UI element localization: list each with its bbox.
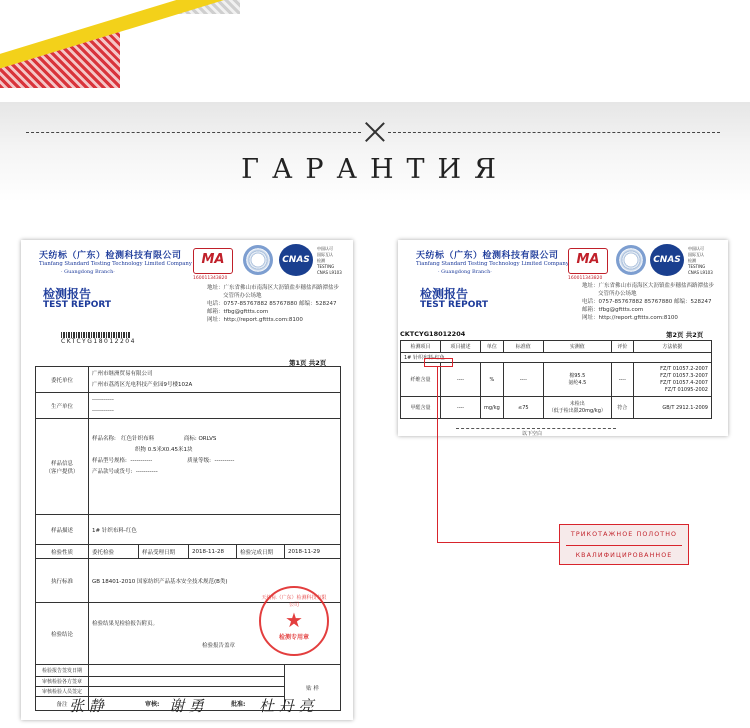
signature-row	[21, 695, 353, 717]
col-header: 项目描述	[441, 341, 481, 353]
sample-desc-label: 样品描述	[36, 515, 89, 545]
signature-approver: 杜 丹 亮	[259, 697, 314, 715]
red-official-seal: 天纺标（广东）检测科技有限公司 ★ 检测专用章	[259, 586, 329, 656]
table-cell: mg/kg	[481, 397, 504, 419]
org-name-en: Tianfang Standard Testing Technology Limited Company	[416, 261, 569, 267]
sample-row: 1# 针织布料-红色	[401, 353, 712, 363]
conclusion-value: 检验结果见检验报告附页。 检验报告盖章	[89, 603, 341, 665]
col-header: 方法依据	[633, 341, 711, 353]
test-type-label: 检验性质	[36, 545, 89, 559]
org-branch-en: · Guangdong Branch·	[61, 269, 115, 275]
table-cell: 甲醛含量	[401, 397, 441, 419]
test-type-value: 委托检验	[89, 545, 139, 559]
test-results-table	[400, 340, 712, 419]
ilac-mra-logo	[616, 245, 646, 275]
client-label: 委托单位	[36, 367, 89, 393]
page-number: 第1页 共2页	[289, 359, 327, 367]
signature-approver-label: 批准:	[231, 701, 246, 708]
dashed-divider-right	[388, 132, 720, 133]
top-product-strip	[0, 0, 750, 88]
recv-date-value: 2018-11-28	[189, 545, 237, 559]
table-cell: GB/T 2912.1-2009	[633, 397, 711, 419]
table-cell: FZ/T 01057.2-2007 FZ/T 01057.3-2007 FZ/T 01057.4-2007 FZ/T 01095-2002	[633, 363, 711, 397]
ilac-mra-logo	[243, 245, 273, 275]
report-summary-table	[35, 366, 341, 711]
recv-date-label: 样品受理日期	[139, 545, 189, 559]
highlight-box	[424, 358, 453, 367]
sign-date-value	[89, 665, 285, 677]
cert-text: 中国认可 国际互认 检测 TESTING CNAS L9103	[317, 246, 342, 275]
conclusion-label: 检验结论	[36, 603, 89, 665]
annotation-label	[559, 524, 689, 565]
review-label: 审核检验各方签章	[36, 677, 89, 687]
cnas-logo: CNAS	[279, 244, 313, 276]
done-date-value: 2018-11-29	[285, 545, 341, 559]
col-header: 实测值	[543, 341, 611, 353]
test-report-page-2	[398, 240, 728, 436]
signature-reviewer-label: 审核:	[145, 701, 160, 708]
callout-line-vertical	[437, 367, 438, 543]
blank-note: 以下空白	[522, 431, 543, 436]
org-name-cn: 天纺标（广东）检测科技有限公司	[39, 251, 182, 261]
guarantee-banner	[0, 102, 750, 202]
client-value: 广州市继洲贸易有限公司 广州市荔湾区光电科技产业园9号楼102A	[89, 367, 341, 393]
page-number: 第2页 共2页	[666, 331, 704, 339]
cross-icon	[364, 121, 386, 143]
table-cell: ----	[441, 363, 481, 397]
ma-logo: MA	[193, 248, 233, 274]
producer-label: 生产单位	[36, 393, 89, 419]
star-icon: ★	[285, 608, 303, 632]
review-value	[89, 677, 285, 687]
cert-text: 中国认可 国际互认 检测 TESTING CNAS L9103	[688, 246, 713, 275]
sample-info-value: 样品名称: 红色针织布料 商标: ORLVS 织物 0.5米X0.45米1块 样品型号规格: ----------- 质量等级: ---------- 产品款号或货号: -----------	[89, 419, 341, 515]
report-title-en: TEST REPORT	[43, 300, 112, 310]
banner-title: ГАРАНТИЯ	[241, 154, 509, 185]
table-cell: ----	[503, 363, 543, 397]
col-header: 检测项目	[401, 341, 441, 353]
table-cell: %	[481, 363, 504, 397]
table-cell: 棉95.5 氨纶4.5	[543, 363, 611, 397]
standard-label: 执行标准	[36, 559, 89, 603]
sample-mark-cell: 贴 样	[285, 665, 341, 711]
note-label: 备注	[36, 697, 89, 711]
annotation-line-1: ТРИКОТАЖНОЕ ПОЛОТНО	[570, 531, 678, 538]
org-address: 地址：广东省佛山市南海区大沥镇盐步穗盐西路潭盐步 交管所办公场地 电话：0757-85767882 85767880 邮编：528247 邮箱：tfbg@gfttts.com 网址：http://report.gfttts.com:8100	[582, 283, 715, 321]
sample-info-label: 样品信息 （客户提供）	[36, 419, 89, 515]
table-cell: 纤维含量	[401, 363, 441, 397]
ma-logo: MA	[568, 248, 608, 274]
test-report-page-1	[21, 240, 353, 720]
blank-divider	[456, 428, 616, 429]
dashed-divider-left	[26, 132, 361, 133]
annotation-line-2: КВАЛИФИЦИРОВАННОЕ	[575, 552, 673, 559]
col-header: 标准值	[503, 341, 543, 353]
done-date-label: 检验完成日期	[237, 545, 285, 559]
report-serial: CKTCYG18012204	[61, 338, 136, 345]
cnas-logo: CNAS	[650, 244, 684, 276]
sign-date-label: 检验报告签发日期	[36, 665, 89, 677]
table-cell: ≤75	[503, 397, 543, 419]
table-cell: ----	[441, 397, 481, 419]
org-name-en: Tianfang Standard Testing Technology Limited Company	[39, 261, 192, 267]
org-name-cn: 天纺标（广东）检测科技有限公司	[416, 251, 559, 261]
sample-desc-value: 1# 针织布料-红色	[89, 515, 341, 545]
org-branch-en: · Guangdong Branch·	[438, 269, 492, 275]
table-cell: 未检出 （低于检出限20mg/kg）	[543, 397, 611, 419]
signature-inspector: 张 静	[69, 697, 104, 715]
ma-number: 160011343820	[568, 276, 603, 281]
org-address: 地址：广东省佛山市南海区大沥镇盐步穗盐西路潭盐步 交管所办公场地 电话：0757-85767882 85767880 邮编：528247 邮箱：tfbg@gfttts.com 网址：http://report.gfttts.com:8100	[207, 285, 340, 323]
signature-reviewer: 谢 勇	[169, 697, 204, 715]
report-serial: CKTCYG18012204	[400, 330, 466, 338]
report-title-cn: 检测报告	[420, 287, 469, 301]
review-label-2: 审核检验人员签定	[36, 687, 89, 697]
report-title-cn: 检测报告	[43, 287, 92, 301]
producer-value: ----------- -----------	[89, 393, 341, 419]
table-cell: ----	[611, 363, 633, 397]
standard-value: GB 18401-2010 国家纺织产品基本安全技术规范(B类)	[89, 559, 341, 603]
report-title-en: TEST REPORT	[420, 300, 489, 310]
table-cell: 符合	[611, 397, 633, 419]
col-header: 评价	[611, 341, 633, 353]
callout-line-horizontal	[437, 542, 559, 543]
ma-number: 160011343820	[193, 276, 228, 281]
col-header: 单位	[481, 341, 504, 353]
